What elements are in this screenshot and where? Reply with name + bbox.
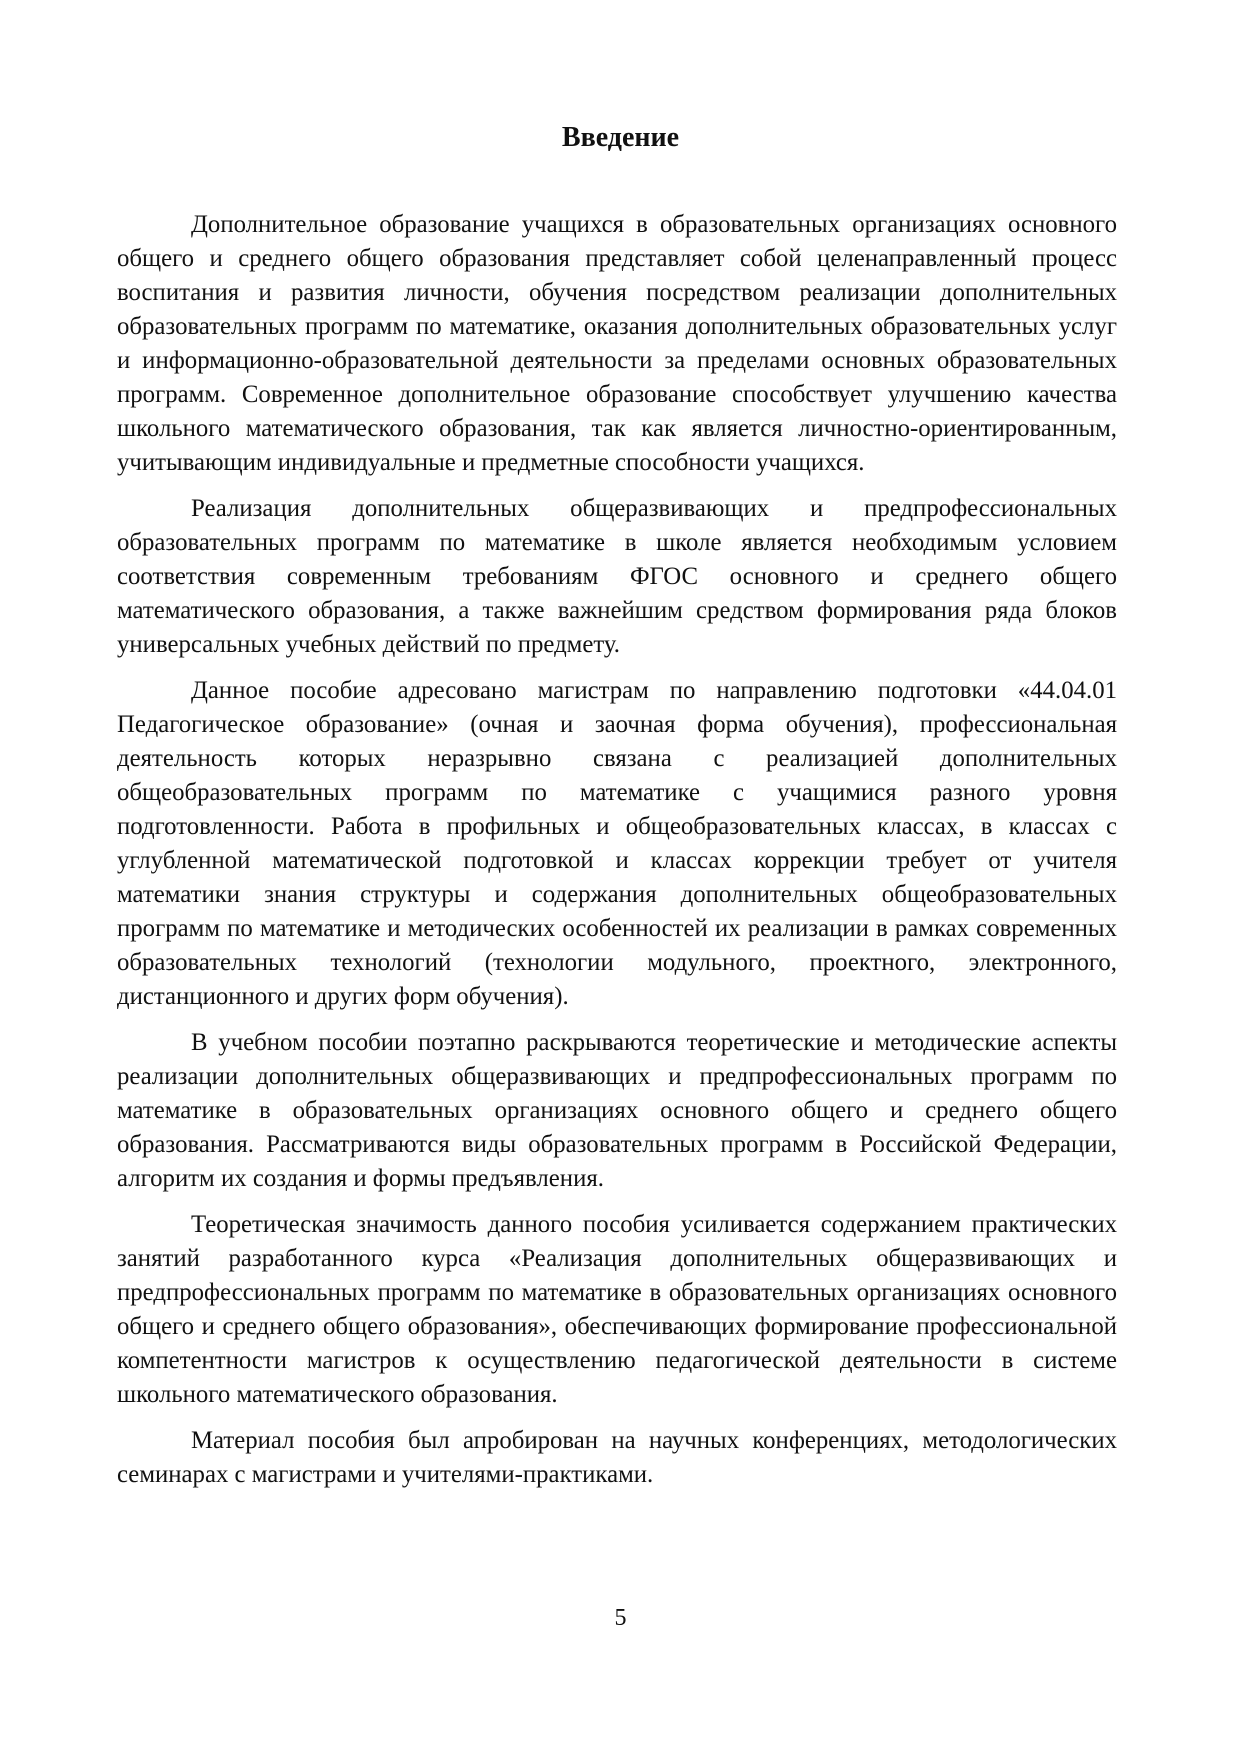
page-title: Введение [561,122,680,153]
paragraph-4: В учебном пособии поэтапно раскрываются теоретические и методические аспекты реализации дополнительных общеразвивающих и предпрофессиональных программ по математике в образовательных организациях основного общего и среднего общего образования. Рассматриваются виды образовательных программ в Российской Федерации, алгоритм их создания и формы предъявления. [117,1029,1117,1192]
body-text [117,208,1117,1504]
paragraph-6: Материал пособия был апробирован на научных конференциях, методологических семинарах с магистрами и учителями-практиками. [117,1427,1117,1488]
page-number: 5 [614,1605,627,1631]
paragraph-1: Дополнительное образование учащихся в образовательных организациях основного общего и среднего общего образования представляет собой целенаправленный процесс воспитания и развития личности, обучения посредством реализации дополнительных образовательных программ по математике, оказания дополнительных образовательных услуг и информационно-образовательной деятельности за пределами основных образовательных программ. Современное дополнительное образование способствует улучшению качества школьного математического образования, так как является личностно-ориентированным, учитывающим индивидуальные и предметные способности учащихся. [117,211,1117,476]
paragraph-3: Данное пособие адресовано магистрам по направлению подготовки «44.04.01 Педагогическое образование» (очная и заочная форма обучения), профессиональная деятельность которых неразрывно связана с реализацией дополнительных общеобразовательных программ по математике с учащимися разного уровня подготовленности. Работа в профильных и общеобразовательных классах, в классах с углубленной математической подготовкой и классах коррекции требует от учителя математики знания структуры и содержания дополнительных общеобразовательных программ по математике и методических особенностей их реализации в рамках современных образовательных технологий (технологии модульного, проектного, электронного, дистанционного и других форм обучения). [117,677,1117,1010]
paragraph-2: Реализация дополнительных общеразвивающих и предпрофессиональных образовательных программ по математике в школе является необходимым условием соответствия современным требованиям ФГОС основного и среднего общего математического образования, а также важнейшим средством формирования ряда блоков универсальных учебных действий по предмету. [117,495,1117,658]
paragraph-5: Теоретическая значимость данного пособия усиливается содержанием практических занятий разработанного курса «Реализация дополнительных общеразвивающих и предпрофессиональных программ по математике в образовательных организациях основного общего и среднего общего образования», обеспечивающих формирование профессиональной компетентности магистров к осуществлению педагогической деятельности в системе школьного математического образования. [117,1211,1117,1408]
